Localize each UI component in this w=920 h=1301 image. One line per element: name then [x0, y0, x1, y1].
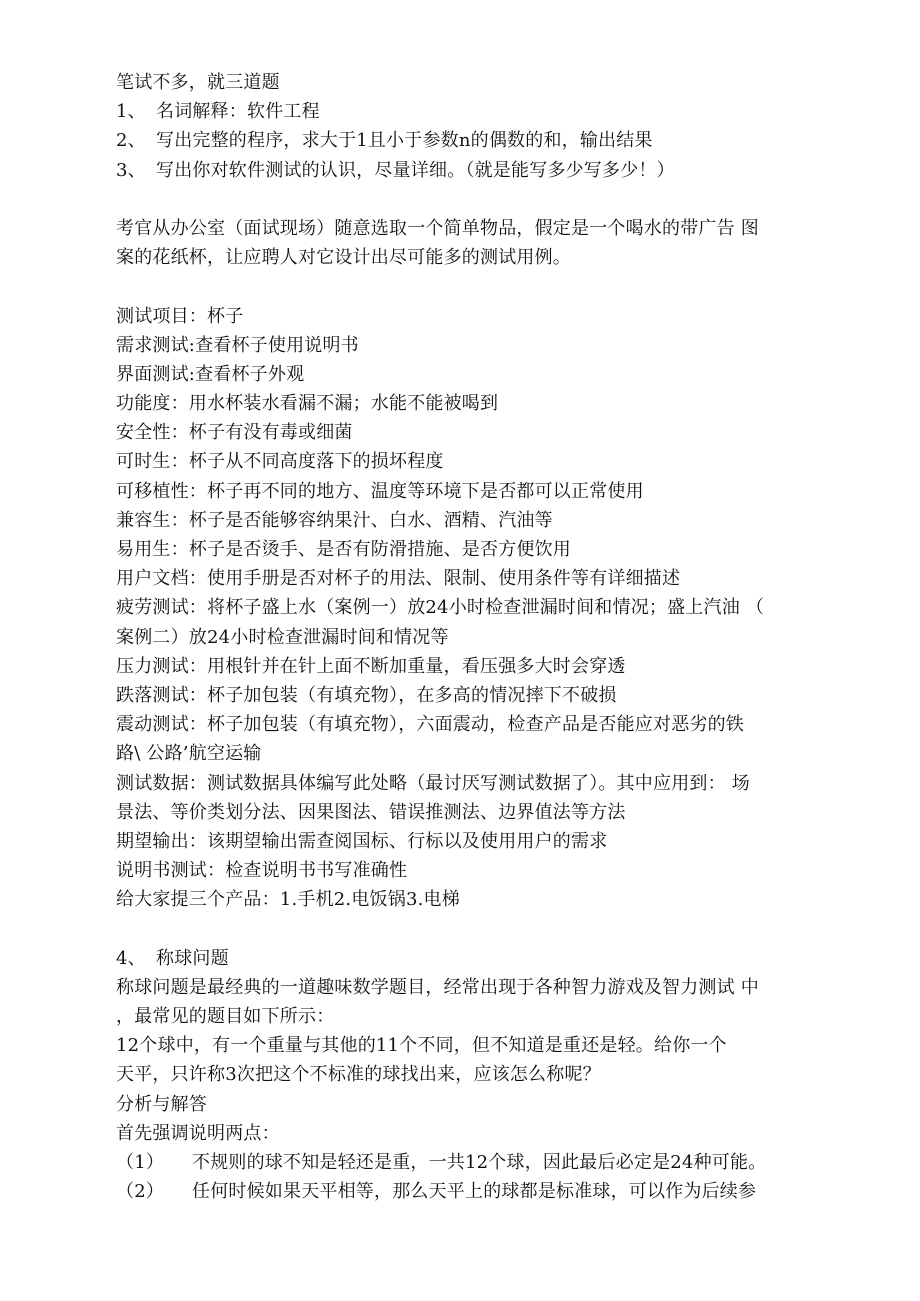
text-line: ，最常见的题目如下所示：: [116, 1006, 335, 1027]
numbered-item: [116, 944, 816, 973]
text-line: 功能度：用水杯装水看漏不漏；水能不能被喝到: [116, 393, 499, 415]
blank-line: [116, 914, 816, 943]
point-text: 不规则的球不知是轻还是重，一共12个球，因此最后必定是24种可能。: [192, 1151, 767, 1173]
point-text: 任何时候如果天平相等，那么天平上的球都是标准球，可以作为后续参: [192, 1181, 757, 1203]
text-line: 给大家提三个产品：1.手机2.电饭锅3.电梯: [116, 889, 460, 911]
item-number: 3、: [116, 159, 146, 181]
item-text: 名词解释：软件工程: [156, 101, 320, 123]
text-line: 天平，只许称3次把这个不标准的球找出来，应该怎么称呢？: [116, 1064, 601, 1086]
document-body: [116, 68, 816, 1206]
text-line: 易用生：杯子是否烫手、是否有防滑措施、是否方便饮用: [116, 539, 571, 560]
text-line: 疲劳测试：将杯子盛上水（案例一）放24小时检查泄漏时间和情况；盛上汽油 （: [116, 597, 765, 619]
text-line: 测试数据：测试数据具体编写此处略（最讨厌写测试数据了）。其中应用到： 场: [116, 772, 750, 794]
numbered-item: [116, 97, 816, 126]
item-number: 1、: [116, 101, 146, 123]
point-number: （1）: [116, 1151, 165, 1173]
text-line: 分析与解答: [116, 1093, 207, 1115]
text-line: 考官从办公室（面试现场）随意选取一个简单物品，假定是一个喝水的带广告 图: [116, 217, 759, 239]
text-line: 案例二）放24小时检查泄漏时间和情况等: [116, 626, 449, 648]
text-line: 用户文档：使用手册是否对杯子的用法、限制、使用条件等有详细描述: [116, 568, 681, 590]
item-number: 4、: [116, 947, 146, 969]
text-line: 可移植性：杯子再不同的地方、温度等环境下是否都可以正常使用: [116, 480, 644, 502]
text-line: 案的花纸杯，让应聘人对它设计出尽可能多的测试用例。: [116, 247, 571, 269]
text-line: 可时生：杯子从不同高度落下的损坏程度: [116, 451, 444, 473]
text-line: 12个球中，有一个重量与其他的11个不同，但不知道是重还是轻。给你一个: [116, 1035, 727, 1057]
text-line: 笔试不多，就三道题: [116, 72, 280, 93]
blank-line: [116, 272, 816, 301]
text-line: 测试项目：杯子: [116, 305, 244, 327]
text-line: 说明书测试：检查说明书书写准确性: [116, 860, 408, 882]
point-number: （2）: [116, 1181, 165, 1203]
text-line: 景法、等价类划分法、因果图法、错误推测法、边界值法等方法: [116, 801, 626, 823]
text-line: 震动测试：杯子加包装（有填充物），六面震动，检查产品是否能应对恶劣的铁: [116, 714, 744, 736]
text-line: 安全性：杯子有没有毒或细菌: [116, 422, 353, 444]
text-line: 路\ 公路’航空运输: [116, 743, 262, 765]
text-line: 需求测试:查看杯子使用说明书: [116, 334, 359, 356]
text-line: 期望输出：该期望输出需查阅国标、行标以及使用用户的需求: [116, 830, 608, 852]
blank-line: [116, 185, 816, 214]
text-line: 首先强调说明两点：: [116, 1122, 280, 1144]
numbered-item: [116, 156, 816, 185]
text-line: 界面测试:查看杯子外观: [116, 363, 305, 385]
text-line: 兼容生：杯子是否能够容纳果汁、白水、酒精、汽油等: [116, 509, 553, 531]
item-text: 写出你对软件测试的认识，尽量详细。（就是能写多少写多少！）: [156, 159, 675, 181]
item-number: 2、: [116, 130, 146, 152]
numbered-item: [116, 126, 816, 155]
point-item: [116, 1177, 816, 1206]
text-line: 称球问题是最经典的一道趣味数学题目，经常出现于各种智力游戏及智力测试 中: [116, 976, 759, 998]
item-text: 称球问题: [156, 947, 229, 969]
text-line: 压力测试：用根针并在针上面不断加重量，看压强多大时会穿透: [116, 655, 626, 677]
point-item: [116, 1148, 816, 1177]
text-line: 跌落测试：杯子加包装（有填充物），在多高的情况摔下不破损: [116, 684, 617, 706]
item-text: 写出完整的程序，求大于1且小于参数n的偶数的和，输出结果: [156, 130, 653, 152]
